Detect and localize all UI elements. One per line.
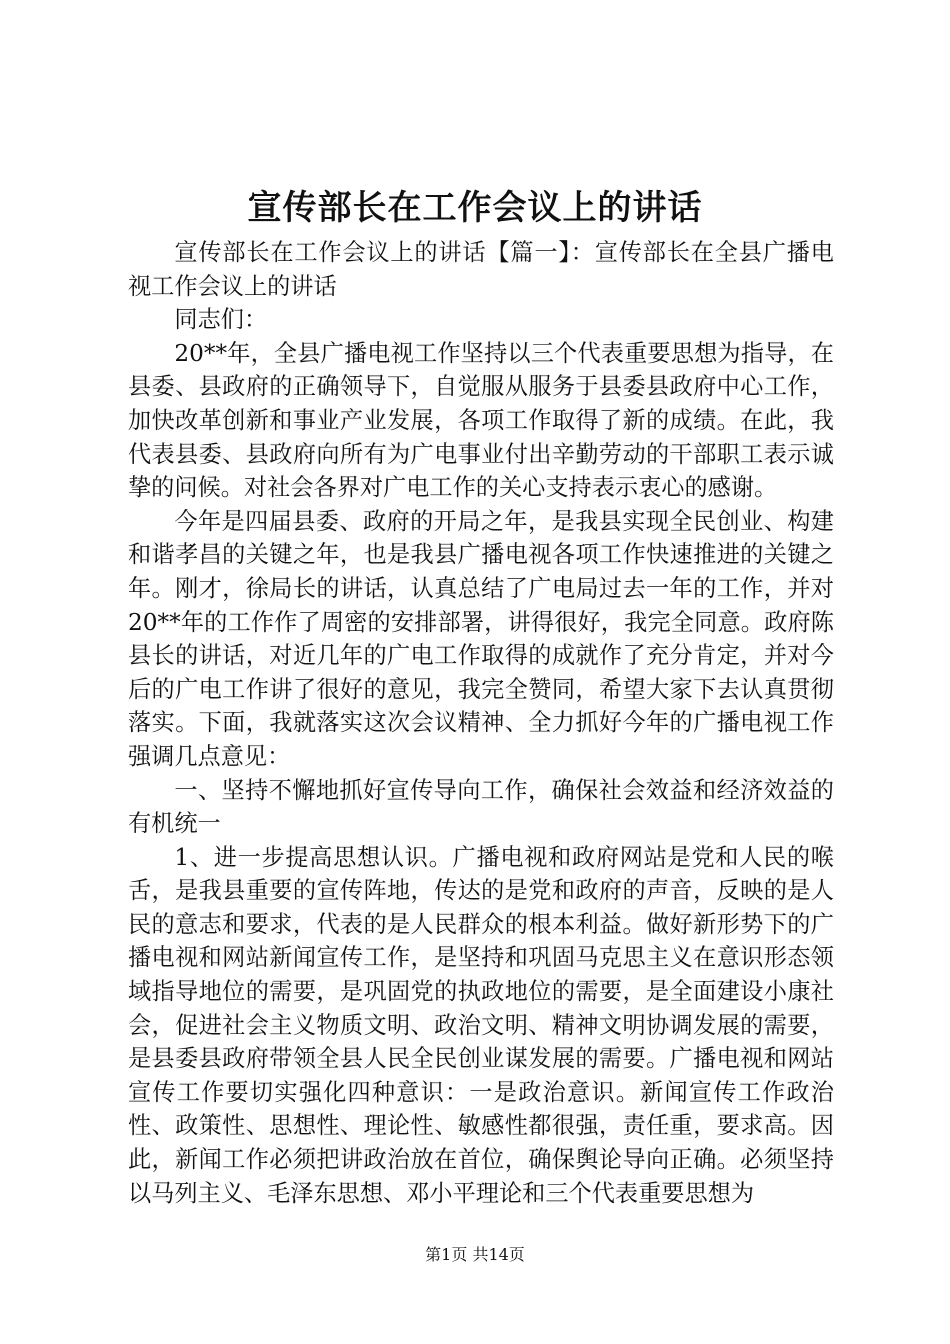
paragraph-point-one: 1、进一步提高思想认识。广播电视和政府网站是党和人民的喉舌，是我县重要的宣传阵地，传达的是党和政府的声音，反映的是人民的意志和要求，代表的是人民群众的根本利益。做好新形势下的广播电视和网站新闻宣传工作，是坚持和巩固马克思主义在意识形态领域指导地位的需要，是巩固党的执政地位的需要，是全面建设小康社会，促进社会主义物质文明、政治文明、精神文明协调发展的需要，是县委县政府带领全县人民全民创业谋发展的需要。广播电视和网站宣传工作要切实强化四种意识：一是政治意识。新闻宣传工作政治性、政策性、思想性、理论性、敏感性都很强，责任重，要求高。因此，新闻工作必须把讲政治放在首位，确保舆论导向正确。必须坚持以马列主义、毛泽东思想、邓小平理论和三个代表重要思想为 — [128, 843, 834, 1207]
document-body — [128, 236, 834, 1210]
paragraph-review: 20**年，全县广播电视工作坚持以三个代表重要思想为指导，在县委、县政府的正确领导下，自觉服从服务于县委县政府中心工作，加快改革创新和事业产业发展，各项工作取得了新的成绩。在此，我代表县委、县政府向所有为广电事业付出辛勤劳动的干部职工表示诚挚的问候。对社会各界对广电工作的关心支持表示衷心的感谢。 — [128, 339, 834, 502]
paragraph-section-one-heading: 一、坚持不懈地抓好宣传导向工作，确保社会效益和经济效益的有机统一 — [128, 776, 834, 838]
paragraph-heading-intro: 宣传部长在工作会议上的讲话【篇一】：宣传部长在全县广播电视工作会议上的讲话 — [128, 239, 834, 300]
page-footer: 第1页 共14页 — [425, 1245, 525, 1264]
document-title: 宣传部长在工作会议上的讲话 — [247, 188, 703, 228]
paragraph-context: 今年是四届县委、政府的开局之年，是我县实现全民创业、构建和谐孝昌的关键之年，也是我县广播电视各项工作快速推进的关键之年。刚才，徐局长的讲话，认真总结了广电局过去一年的工作，并对20**年的工作作了周密的安排部署，讲得很好，我完全同意。政府陈县长的讲话，对近几年的广电工作取得的成就作了充分肯定，并对今后的广电工作讲了很好的意见，我完全赞同，希望大家下去认真贯彻落实。下面，我就落实这次会议精神、全力抓好今年的广播电视工作强调几点意见： — [128, 507, 834, 770]
paragraph-salutation: 同志们： — [174, 306, 268, 334]
